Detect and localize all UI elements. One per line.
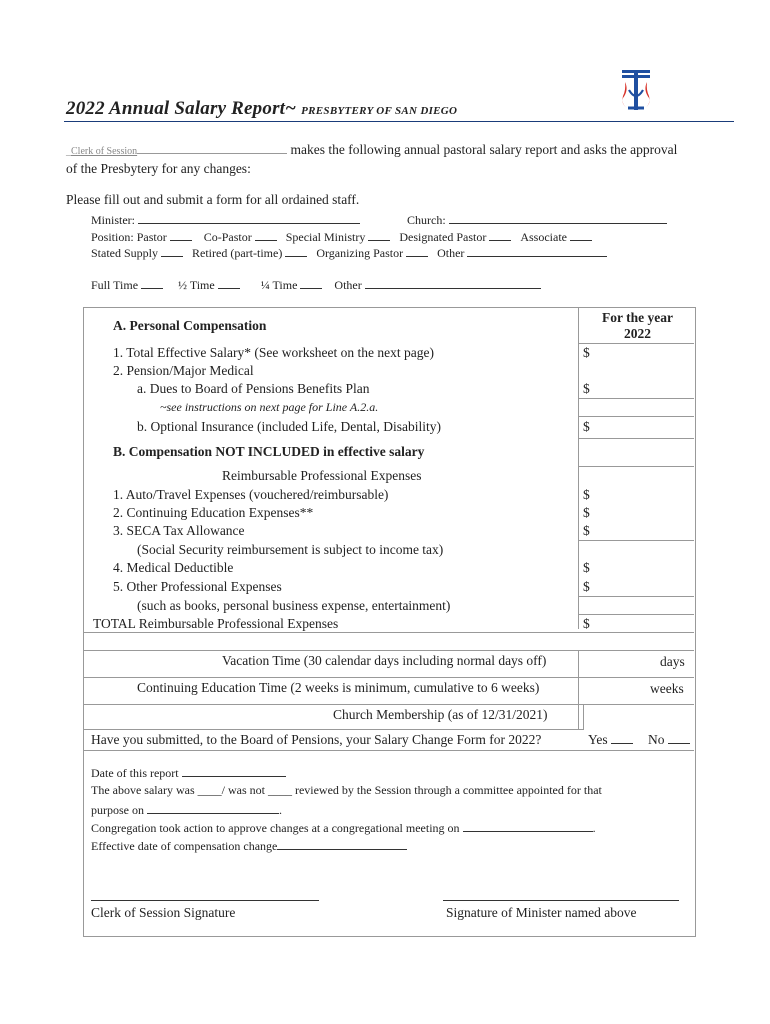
b-item-1: 1. Auto/Travel Expenses (vouchered/reimbursable) [113, 487, 389, 502]
section-b-heading: B. Compensation NOT INCLUDED in effective salary [113, 444, 425, 459]
stated-supply-checkbox[interactable] [161, 245, 183, 257]
title-subtitle: PRESBYTERY OF SAN DIEGO [301, 105, 458, 117]
clerk-signature-label: Clerk of Session Signature [91, 905, 236, 920]
effective-date-row: Effective date of compensation change [91, 838, 407, 854]
page-title [66, 98, 457, 120]
retired-checkbox[interactable] [285, 245, 307, 257]
minister-signature-line[interactable] [443, 900, 679, 901]
cont-ed-label: Continuing Education Time (2 weeks is minimum, cumulative to 6 weeks) [137, 680, 540, 695]
intro-line-1 [66, 142, 677, 158]
amount-b2[interactable]: $ [583, 505, 590, 520]
clerk-of-session-field[interactable]: _Clerk of Session [66, 146, 287, 157]
congregation-date-input[interactable] [463, 820, 593, 832]
purpose-date-input[interactable] [147, 802, 279, 814]
amount-b4[interactable]: $ [583, 560, 590, 575]
associate-checkbox[interactable] [570, 229, 592, 241]
b-item-2: 2. Continuing Education Expenses** [113, 505, 314, 520]
intro-line-2: of the Presbytery for any changes: [66, 161, 251, 176]
church-input[interactable] [449, 212, 667, 224]
title-rule [64, 121, 734, 122]
section-a-heading: A. Personal Compensation [113, 318, 267, 333]
special-ministry-checkbox[interactable] [368, 229, 390, 241]
b-item-5-note: (such as books, personal business expense, entertainment) [137, 598, 451, 613]
amount-a2b[interactable]: $ [583, 419, 590, 434]
full-time-checkbox[interactable] [141, 277, 163, 289]
minister-row: Minister: [91, 212, 360, 228]
a-instruction-note: ~see instructions on next page for Line A.2.a. [160, 400, 379, 414]
membership-label: Church Membership (as of 12/31/2021) [333, 707, 548, 722]
report-date-row: Date of this report [91, 765, 286, 781]
position-row-2: Stated Supply Retired (part-time) Organizing Pastor Other [91, 245, 607, 261]
a-item-2a: a. Dues to Board of Pensions Benefits Plan [137, 381, 370, 396]
title-main: 2022 Annual Salary Report~ [66, 98, 302, 119]
co-pastor-checkbox[interactable] [255, 229, 277, 241]
a-item-2b: b. Optional Insurance (included Life, Dental, Disability) [137, 419, 442, 434]
pension-question: Have you submitted, to the Board of Pensions, your Salary Change Form for 2022? [91, 732, 542, 747]
b-item-5: 5. Other Professional Expenses [113, 579, 282, 594]
vacation-days[interactable]: days [660, 654, 685, 669]
salary-review-line: The above salary was ____/ was not ____ reviewed by the Session through a committee appointed for that [91, 783, 602, 797]
designated-pastor-checkbox[interactable] [489, 229, 511, 241]
amount-b5[interactable]: $ [583, 579, 590, 594]
purpose-row: purpose on . [91, 803, 282, 817]
clerk-signature-line[interactable] [91, 900, 319, 901]
a-item-2: 2. Pension/Major Medical [113, 363, 254, 378]
intro-text: makes the following annual pastoral salary report and asks the approval [290, 142, 678, 157]
church-row: Church: [407, 212, 667, 228]
organizing-pastor-checkbox[interactable] [406, 245, 428, 257]
amount-total[interactable]: $ [583, 616, 590, 631]
position-row: Position: Pastor Co-Pastor Special Ministry Designated Pastor Associate [91, 229, 592, 245]
amount-b1[interactable]: $ [583, 487, 590, 502]
quarter-time-checkbox[interactable] [300, 277, 322, 289]
instruction-text: Please fill out and submit a form for all ordained staff. [66, 192, 360, 207]
total-label: TOTAL Reimbursable Professional Expenses [93, 616, 339, 631]
a-item-1: 1. Total Effective Salary* (See worksheet on the next page) [113, 345, 434, 360]
b-item-4: 4. Medical Deductible [113, 560, 234, 575]
b-item-3: 3. SECA Tax Allowance [113, 523, 245, 538]
amount-a2a[interactable]: $ [583, 381, 590, 396]
cont-ed-weeks[interactable]: weeks [650, 681, 684, 696]
report-date-input[interactable] [182, 765, 286, 777]
minister-signature-label: Signature of Minister named above [446, 905, 637, 920]
time-row: Full Time ½ Time ¼ Time Other [91, 277, 541, 293]
pension-no[interactable]: No [648, 732, 690, 748]
b-item-3-note: (Social Security reimbursement is subject to income tax) [137, 542, 444, 557]
year-header: For the year 2022 [602, 310, 673, 341]
presbyterian-seal-icon [619, 68, 653, 114]
effective-date-input[interactable] [277, 838, 407, 850]
amount-a1[interactable]: $ [583, 345, 590, 360]
pastor-checkbox[interactable] [170, 229, 192, 241]
other-time-input[interactable] [365, 277, 541, 289]
minister-input[interactable] [138, 212, 360, 224]
b-subheader: Reimbursable Professional Expenses [222, 468, 422, 483]
other-position-input[interactable] [467, 245, 607, 257]
half-time-checkbox[interactable] [218, 277, 240, 289]
amount-b3[interactable]: $ [583, 523, 590, 538]
pension-yes[interactable]: Yes [588, 732, 633, 748]
congregation-row: Congregation took action to approve changes at a congregational meeting on . [91, 821, 596, 835]
vacation-label: Vacation Time (30 calendar days including normal days off) [222, 653, 547, 668]
